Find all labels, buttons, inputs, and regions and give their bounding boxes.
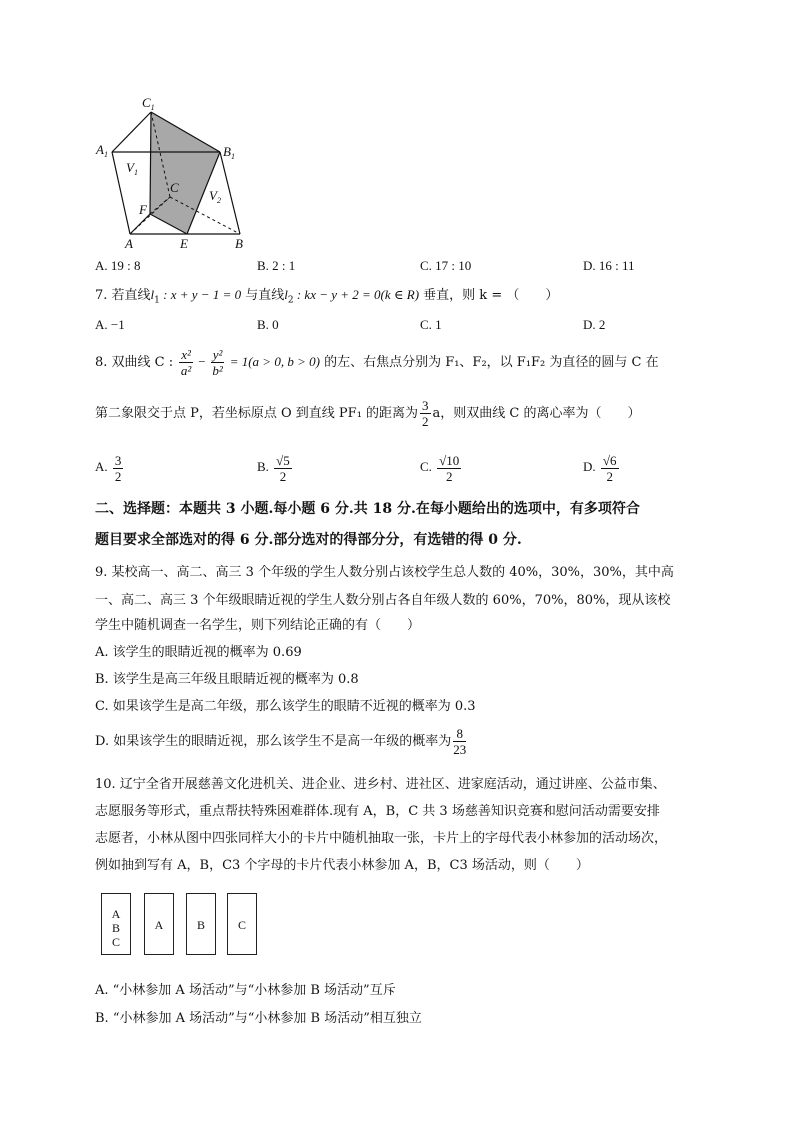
q6-option-b: B. 2 : 1	[257, 258, 296, 273]
q9-option-b: B. 该学生是高三年级且眼睛近视的概率为 0.8	[95, 672, 359, 687]
card-b: B	[186, 893, 216, 955]
q10-stem-line4: 例如抽到写有 A，B，C3 个字母的卡片代表小林参加 A，B，C3 场活动，则（ ）	[95, 858, 589, 873]
q7-option-d: D. 2	[583, 317, 606, 332]
q8-frac-y: $\frac{\text{y²}}{\text{b²}}$	[212, 347, 223, 378]
q6-option-d: D. 16 : 11	[583, 258, 635, 273]
q7-option-a: A. −1	[95, 317, 125, 332]
q10-option-a: A. “小林参加 A 场活动”与“小林参加 B 场活动”互斥	[95, 983, 396, 998]
q6-option-c: C. 17 : 10	[420, 258, 472, 273]
card-a: A	[144, 893, 174, 955]
q8-frac-x: $\frac{\text{x²}}{\text{a²}}$	[180, 347, 192, 378]
q7-option-b: B. 0	[257, 317, 279, 332]
card-c: C	[227, 893, 257, 955]
q8-option-d: D. $\frac{√6}{2}$	[583, 452, 617, 484]
q9-stem-line3: 学生中随机调查一名学生，则下列结论正确的有（ ）	[95, 618, 421, 633]
q7-stem: 7. 若直线$l_1$ : x + y − 1 = 0 与直线$l_2$ : kx − y + 2 = 0(k ∈ R) 垂直，则 k = （ ）	[95, 287, 559, 306]
q9-stem-line1: 9. 某校高一、高二、高三 3 个年级的学生人数分别占该校学生总人数的 40%，30%，30%，其中高	[95, 565, 674, 580]
label-c: C	[170, 180, 179, 195]
label-a1: $A_1$	[96, 142, 108, 159]
q8-option-c: C. $\frac{√10}{2}$	[420, 452, 460, 484]
label-e: E	[180, 236, 188, 251]
q8-stem-line2: 第二象限交于点 P，若坐标原点 O 到直线 PF₁ 的距离为 $\frac{3}{2}$ a，则双曲线 C 的离心率为（ ）	[95, 398, 641, 429]
q9-frac-8-23: $\frac{8}{23}$	[453, 726, 467, 757]
card-abc: A B C	[101, 893, 131, 955]
label-a: A	[125, 236, 133, 251]
label-b: B	[235, 236, 243, 251]
q8-option-b: B. $\frac{√5}{2}$	[257, 452, 290, 484]
q8-frac-3-2: $\frac{3}{2}$	[422, 398, 429, 429]
label-v1: $V_1$	[126, 160, 138, 177]
shaded-section	[150, 112, 220, 234]
label-v2: $V_2$	[209, 188, 221, 205]
q10-option-b: B. “小林参加 A 场活动”与“小林参加 B 场活动”相互独立	[95, 1011, 422, 1026]
section2-heading-line2: 题目要求全部选对的得 6 分.部分选对的得部分分，有选错的得 0 分.	[95, 532, 522, 548]
q9-option-c: C. 如果该学生是高二年级，那么该学生的眼睛不近视的概率为 0.3	[95, 699, 476, 714]
prism-figure	[92, 92, 262, 254]
label-b1: $B_1$	[223, 144, 235, 161]
label-c1: $C_1$	[142, 95, 155, 112]
q9-stem-line2: 一、高二、高三 3 个年级眼睛近视的学生人数分别占各自年级人数的 60%，70%，80%，现从该校	[95, 593, 671, 608]
section2-heading-line1: 二、选择题：本题共 3 小题.每小题 6 分.共 18 分.在每小题给出的选项中，有多项符合	[95, 501, 640, 517]
q6-option-a: A. 19 : 8	[95, 258, 141, 273]
q10-stem-line1: 10. 辽宁全省开展慈善文化进机关、进企业、进乡村、进社区、进家庭活动，通过讲座、公益市集、	[95, 777, 666, 792]
q9-option-a: A. 该学生的眼睛近视的概率为 0.69	[95, 645, 302, 660]
q10-stem-line2: 志愿服务等形式，重点帮扶特殊困难群体.现有 A，B，C 共 3 场慈善知识竞赛和慰问活动需要安排	[95, 804, 660, 819]
q7-option-c: C. 1	[420, 317, 442, 332]
q8-stem-line1: 8. 双曲线 C : $\frac{\text{x²}}{\text{a²}}$ − $\frac{\text{y²}}{\text{b²}}$ = 1(a > 0, b > 0) 的左、右焦点分别为 F₁、F₂，以 F₁F₂ 为直径的圆与 C 在	[95, 347, 659, 378]
q10-stem-line3: 志愿者，小林从图中四张同样大小的卡片中随机抽取一张，卡片上的字母代表小林参加的活动场次，	[95, 831, 668, 846]
q9-option-d: D. 如果该学生的眼睛近视，那么该学生不是高一年级的概率为 $\frac{8}{23}$	[95, 726, 467, 757]
label-f: F	[139, 202, 147, 217]
q8-option-a: A. $\frac{3}{2}$	[95, 452, 122, 484]
